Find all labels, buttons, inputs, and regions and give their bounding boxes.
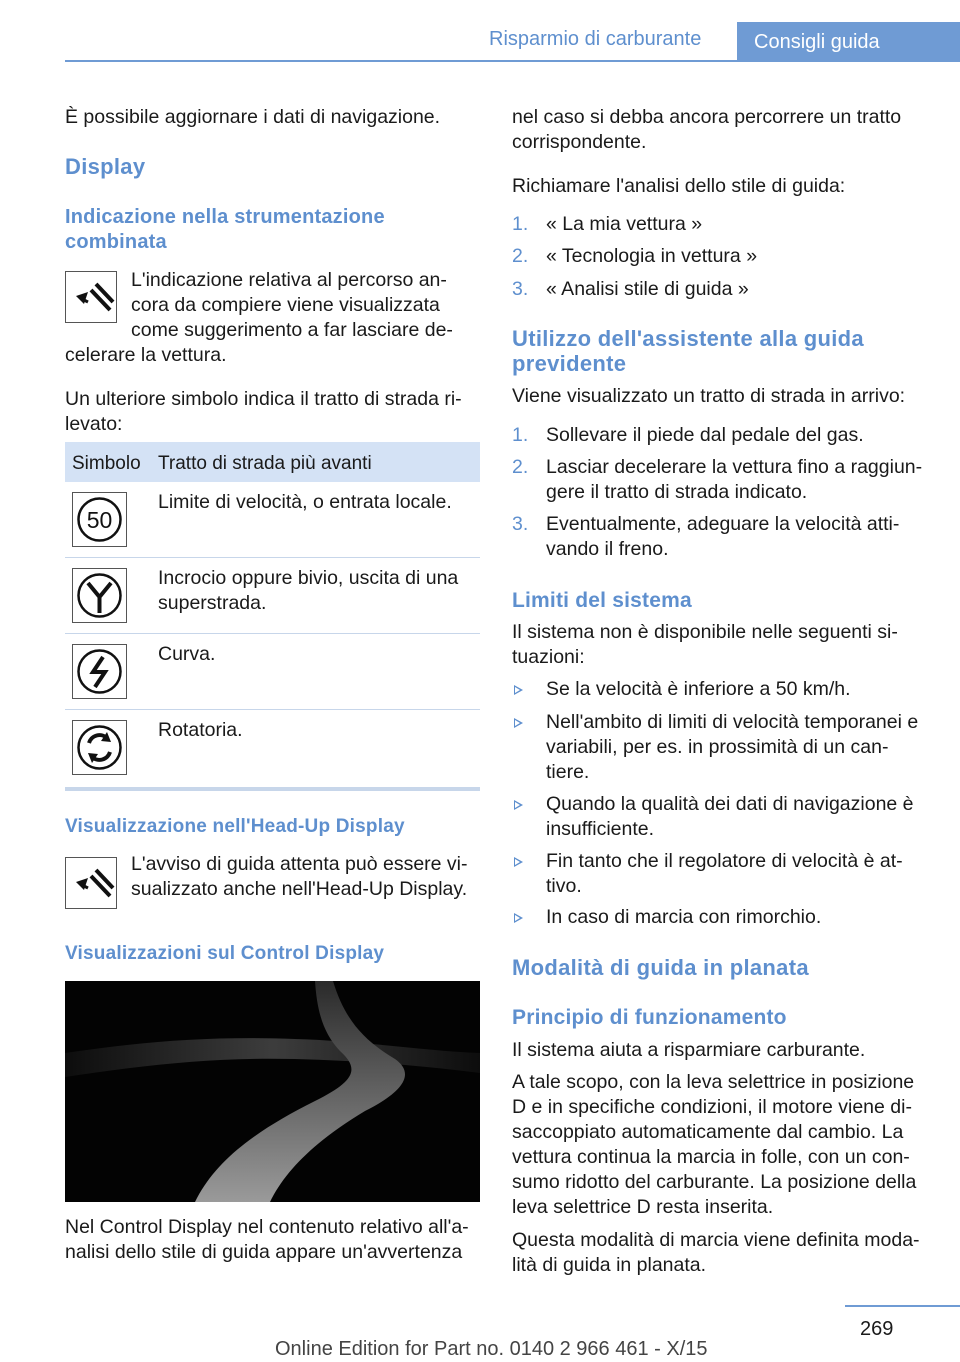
principle-text-3: Questa modalità di marcia viene definita moda-lità di guida in planata. bbox=[512, 1229, 920, 1276]
bullet-triangle-icon bbox=[514, 800, 523, 810]
table-row-text: Limite di velocità, o entrata locale. bbox=[158, 491, 452, 513]
recall-text: Richiamare l'analisi dello stile di guida: bbox=[512, 175, 846, 197]
control-display-heading: Visualizzazioni sul Control Display bbox=[65, 943, 385, 964]
continued-text: nel caso si debba ancora percorrere un tratto corrispondente. bbox=[512, 106, 902, 153]
table-row bbox=[65, 482, 480, 558]
coasting-heading: Modalità di guida in planata bbox=[512, 955, 809, 980]
table-row-text: Incrocio oppure bivio, uscita di una superstrada. bbox=[158, 567, 459, 614]
step-number: 1. bbox=[512, 424, 529, 446]
step-number: 3. bbox=[512, 513, 529, 535]
hud-text-line1: L'avviso di guida attenta può essere vi- bbox=[131, 853, 468, 875]
table-row-text: Rotatoria. bbox=[158, 719, 243, 741]
principle-text-1: Il sistema aiuta a risparmiare carburante. bbox=[512, 1039, 866, 1061]
roundabout-icon bbox=[72, 720, 127, 775]
driving-hint-icon bbox=[65, 857, 117, 909]
bullet-text: Se la velocità è inferiore a 50 km/h. bbox=[546, 678, 851, 700]
instrument-text-line1: L'indicazione relativa al percorso an- bbox=[131, 269, 447, 291]
table-end-rule bbox=[65, 787, 480, 791]
intro-text: È possibile aggiornare i dati di navigazione. bbox=[65, 106, 441, 128]
edition-footer: Online Edition for Part no. 0140 2 966 461 - X/15 bbox=[275, 1338, 708, 1360]
step-text: « Tecnologia in vettura » bbox=[546, 245, 758, 267]
limits-heading: Limiti del sistema bbox=[512, 589, 692, 612]
assistant-heading: Utilizzo dell'assistente alla guida previdente bbox=[512, 326, 864, 376]
instrument-text-line4: celerare la vettura. bbox=[65, 344, 227, 366]
table-col-symbol: Simbolo bbox=[72, 453, 141, 474]
table-row bbox=[65, 558, 480, 634]
road-display-image bbox=[65, 981, 480, 1202]
assistant-text: Viene visualizzato un tratto di strada in arrivo: bbox=[512, 385, 906, 407]
hud-heading: Visualizzazione nell'Head-Up Display bbox=[65, 816, 405, 837]
bullet-text: Quando la qualità dei dati di navigazione è insufficiente. bbox=[546, 793, 914, 840]
driving-hint-icon bbox=[65, 271, 117, 323]
step-number: 2. bbox=[512, 456, 529, 478]
control-display-text: Nel Control Display nel contenuto relativo all'a-nalisi dello stile di guida appare un'avvertenza bbox=[65, 1216, 469, 1263]
header-section-title: Risparmio di carburante bbox=[489, 28, 702, 50]
header-chapter-tab bbox=[737, 22, 960, 62]
instrument-heading: Indicazione nella strumentazione combinata bbox=[65, 206, 385, 253]
table-row bbox=[65, 710, 480, 786]
bullet-text: Nell'ambito di limiti di velocità temporanei e variabili, per es. in prossimità di un can-tiere. bbox=[546, 711, 919, 783]
page-number: 269 bbox=[860, 1318, 894, 1340]
limits-text: Il sistema non è disponibile nelle seguenti si-tuazioni: bbox=[512, 621, 898, 668]
step-text: Lasciar decelerare la vettura fino a raggiun-gere il tratto di strada indicato. bbox=[546, 456, 923, 503]
bullet-text: Fin tanto che il regolatore di velocità è at-tivo. bbox=[546, 850, 903, 897]
hud-text-line2: sualizzato anche nell'Head-Up Display. bbox=[131, 878, 468, 900]
header-rule bbox=[65, 60, 960, 62]
instrument-text-line3: come suggerimento a far lasciare de- bbox=[131, 319, 453, 341]
instrument-text-line2: cora da compiere viene visualizzata bbox=[131, 294, 440, 316]
footer-rule bbox=[845, 1305, 960, 1307]
bullet-triangle-icon bbox=[514, 685, 523, 695]
step-text: Sollevare il piede dal pedale del gas. bbox=[546, 424, 864, 446]
step-number: 1. bbox=[512, 213, 529, 235]
bullet-triangle-icon bbox=[514, 718, 523, 728]
header-chapter-label: Consigli guida bbox=[754, 31, 880, 53]
step-number: 2. bbox=[512, 245, 529, 267]
table-col-section: Tratto di strada più avanti bbox=[158, 453, 372, 474]
step-text: Eventualmente, adeguare la velocità atti-vando il freno. bbox=[546, 513, 900, 560]
bullet-text: In caso di marcia con rimorchio. bbox=[546, 906, 822, 928]
principle-text-2: A tale scopo, con la leva selettrice in posizione D e in specifiche condizioni, il motore viene di-saccoppiato automaticamente dal cambio. La vettura continua la marcia in folle, con un con-sumo ridotto del carburante. La posizione della leva selettrice D resta inserita. bbox=[512, 1071, 917, 1218]
step-text: « Analisi stile di guida » bbox=[546, 278, 749, 300]
bullet-triangle-icon bbox=[514, 913, 523, 923]
svg-text:50: 50 bbox=[86, 507, 113, 533]
table-row bbox=[65, 634, 480, 710]
junction-icon bbox=[72, 568, 127, 623]
principle-heading: Principio di funzionamento bbox=[512, 1006, 787, 1029]
speed-limit-50-icon bbox=[72, 492, 127, 547]
table-row-text: Curva. bbox=[158, 643, 216, 665]
symbol-intro-text: Un ulteriore simbolo indica il tratto di strada ri-levato: bbox=[65, 388, 462, 435]
step-text: « La mia vettura » bbox=[546, 213, 703, 235]
curve-icon bbox=[72, 644, 127, 699]
symbol-table-header bbox=[65, 442, 480, 482]
step-number: 3. bbox=[512, 278, 529, 300]
bullet-triangle-icon bbox=[514, 857, 523, 867]
display-heading: Display bbox=[65, 154, 146, 179]
